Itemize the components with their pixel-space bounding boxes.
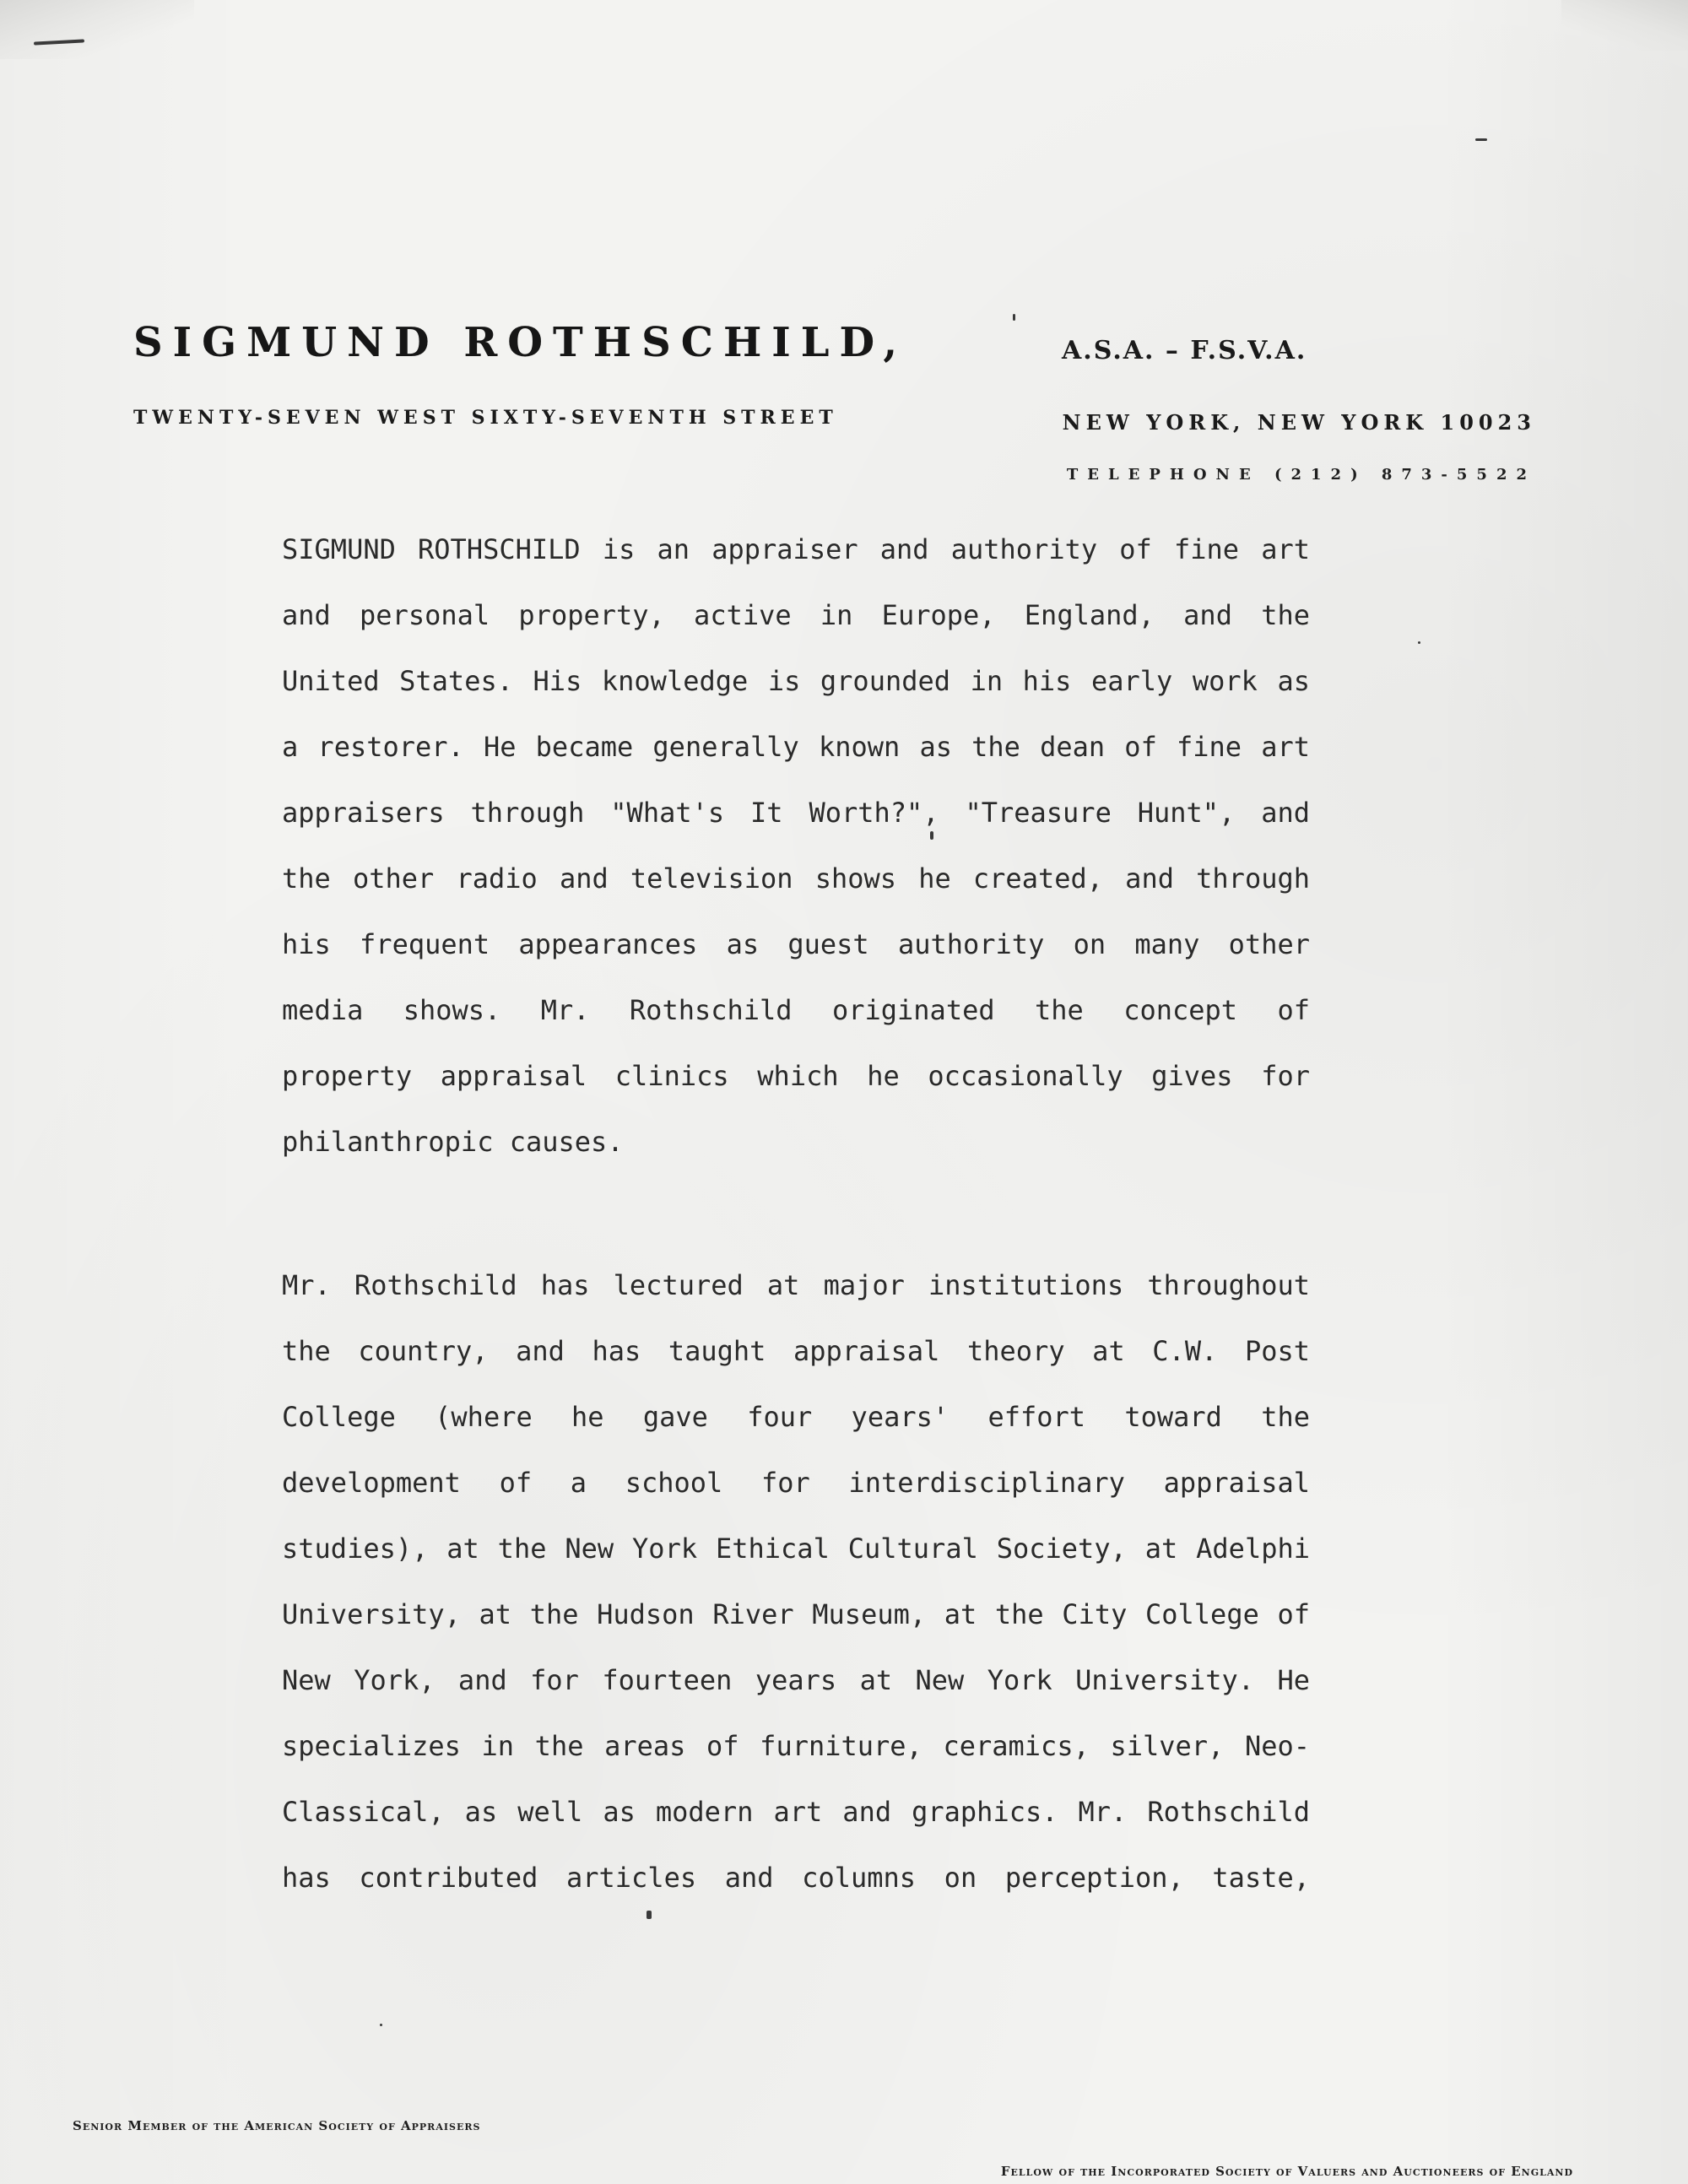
text-line: philanthropic causes. (282, 1126, 624, 1158)
text-line: property appraisal clinics which he occasionally gives for (282, 1060, 1310, 1092)
paper-mark (1013, 314, 1015, 321)
paper-mark (1418, 641, 1420, 644)
text-line: the country, and has taught appraisal theory at C.W. Post (282, 1335, 1310, 1367)
text-line: SIGMUND ROTHSCHILD is an appraiser and authority of fine art (282, 533, 1310, 565)
text-line: appraisers through "What's It Worth?", "Treasure Hunt", and (282, 797, 1310, 829)
text-line: a restorer. He became generally known as the dean of fine art (282, 731, 1310, 763)
text-line: College (where he gave four years' effort toward the (282, 1401, 1310, 1433)
text-line: has contributed articles and columns on perception, taste, (282, 1862, 1310, 1894)
footer-membership: Senior Member of the American Society of Appraisers (73, 2118, 481, 2133)
footer-fellowship: Fellow of the Incorporated Society of Valuers and Auctioneers of England (1000, 2164, 1573, 2179)
text-line: Classical, as well as modern art and graphics. Mr. Rothschild (282, 1796, 1310, 1828)
text-line: University, at the Hudson River Museum, at the City College of (282, 1598, 1310, 1630)
text-line: his frequent appearances as guest authority on many other (282, 928, 1310, 960)
text-line: the other radio and television shows he created, and through (282, 862, 1310, 895)
text-line: New York, and for fourteen years at New York University. He (282, 1664, 1310, 1696)
paper-corner-fold (0, 0, 194, 59)
paper-corner-fold-right (1561, 0, 1688, 51)
letterhead-street-address: TWENTY-SEVEN WEST SIXTY-SEVENTH STREET (133, 407, 838, 429)
paper-mark (1475, 138, 1487, 141)
text-line: Mr. Rothschild has lectured at major institutions throughout (282, 1269, 1310, 1301)
bio-paragraph-1 (282, 516, 1310, 1175)
letterhead-name: SIGMUND ROTHSCHILD, (133, 319, 908, 366)
text-line: studies), at the New York Ethical Cultural Society, at Adelphi (282, 1533, 1310, 1565)
bio-paragraph-2 (282, 1252, 1310, 1911)
text-line: and personal property, active in Europe, England, and the (282, 599, 1310, 631)
letterhead-credentials: A.S.A. – F.S.V.A. (1062, 336, 1307, 365)
text-line: United States. His knowledge is grounded in his early work as (282, 665, 1310, 697)
paper-mark (380, 2024, 382, 2026)
text-line: media shows. Mr. Rothschild originated the concept of (282, 994, 1310, 1026)
letterhead-telephone: TELEPHONE (212) 873-5522 (1066, 466, 1536, 484)
text-line: development of a school for interdisciplinary appraisal (282, 1467, 1310, 1499)
text-line: specializes in the areas of furniture, ceramics, silver, Neo- (282, 1730, 1310, 1762)
paper-mark (647, 1911, 652, 1919)
letterhead-city-address: NEW YORK, NEW YORK 10023 (1062, 410, 1536, 435)
